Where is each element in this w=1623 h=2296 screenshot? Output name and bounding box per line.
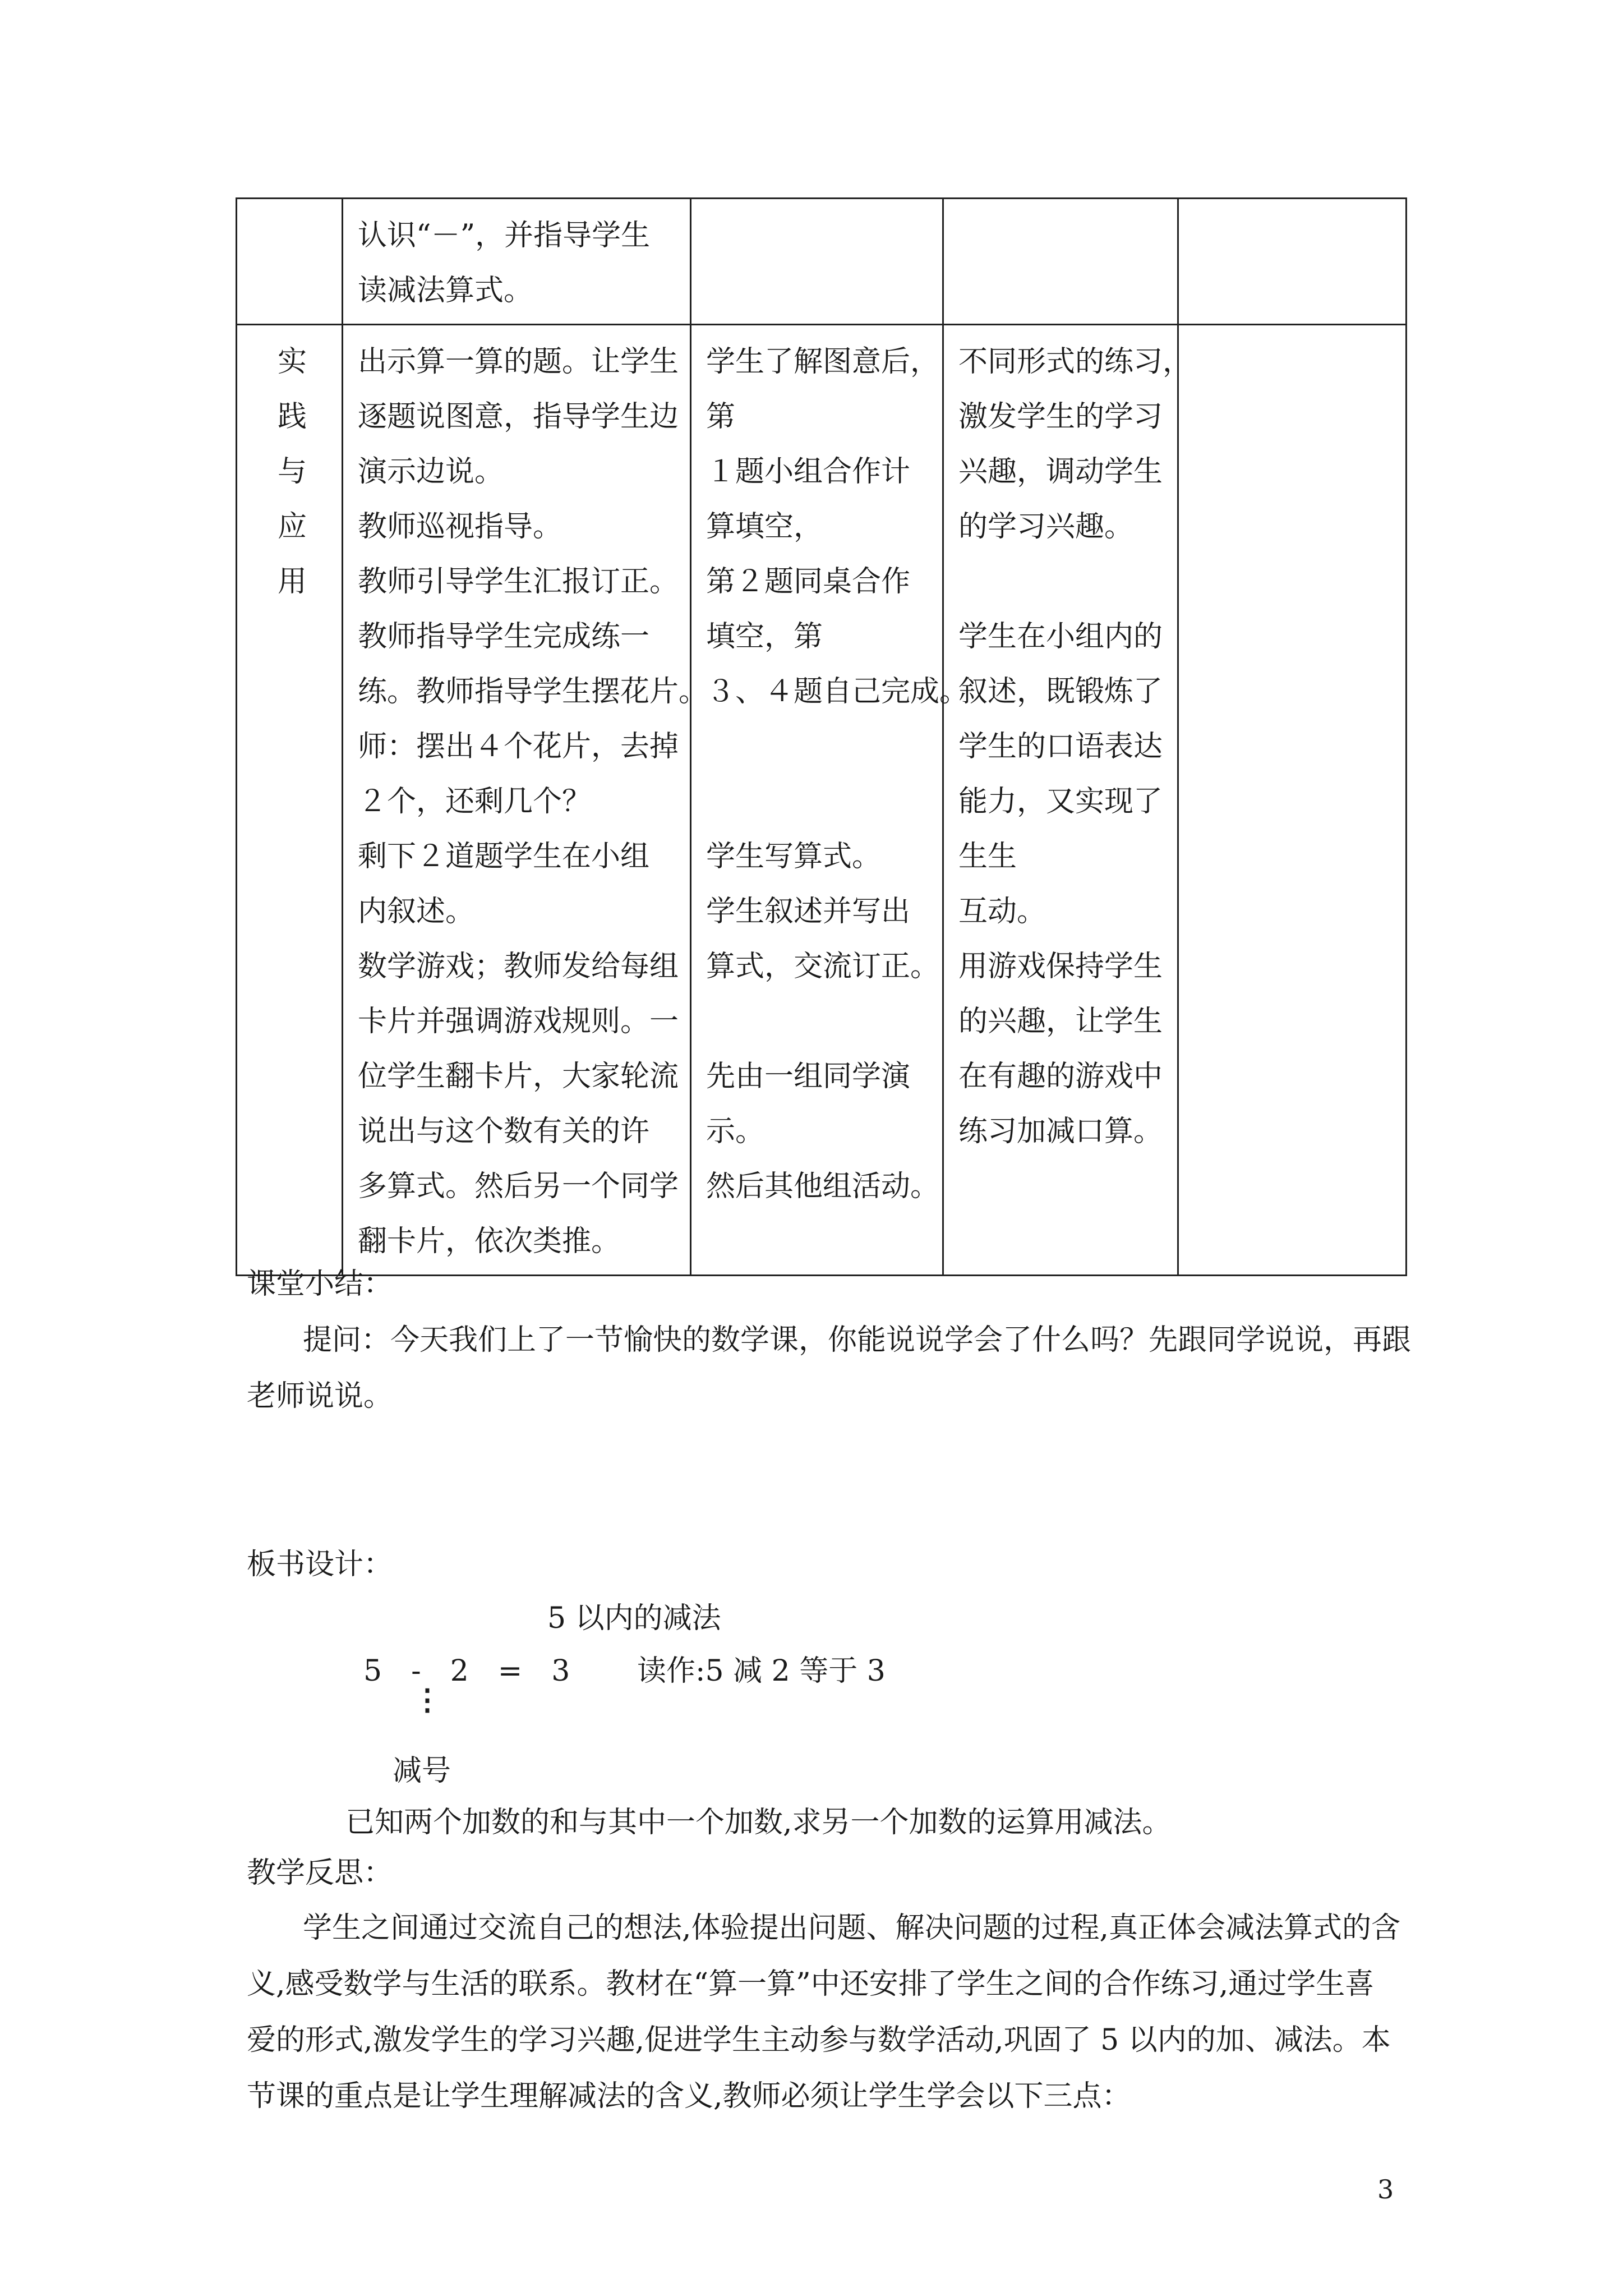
cell-line: 能力，又实现了 [958,785,1163,818]
cell-line: 算式，交流订正。 [706,950,940,983]
cell-line: 的学习兴趣。 [958,510,1134,544]
stage-cell [237,199,343,325]
cell-line: ３、４题自己完成。 [706,675,969,708]
cell-line: 认识“－”，并指导学生 [358,219,651,252]
cell-line: 学生叙述并写出 [706,895,911,928]
stage-cell [237,325,343,1276]
cell-line: 学生在小组内的 [958,620,1163,654]
board-equation: 5 - 2 = 3 [363,1654,570,1688]
board-heading: 板书设计： [247,1548,393,1581]
cell-line: 学生了解图意后， [706,345,940,379]
reflection-heading: 教学反思： [247,1856,393,1890]
cell-line: 第２题同桌合作 [706,565,911,599]
teacher-activity-cell [343,325,708,1276]
design-intent-cell [943,325,1192,1276]
cell-line: 算填空， [706,510,823,544]
cell-line: 出示算一算的题。让学生 [358,345,679,379]
board-title: 5 以内的减法 [547,1602,721,1635]
cell-line: 激发学生的学习 [958,400,1163,434]
cell-line: 读减法算式。 [358,274,533,307]
reflection-line: 学生之间通过交流自己的想法,体验提出问题、解决问题的过程,真正体会减法算式的含 [303,1911,1401,1945]
cell-line: 用游戏保持学生 [958,950,1163,983]
cell-line: １题小组合作计 [706,455,911,489]
cell-line: 叙述，既锻炼了 [958,675,1163,708]
lesson-plan-table [236,197,1407,1276]
table-row [237,325,1407,1276]
cell-line: 演示边说。 [358,455,504,489]
cell-line: 说出与这个数有关的许 [358,1115,650,1148]
cell-line: 逐题说图意，指导学生边 [358,400,679,434]
stage-char: 用 [277,565,307,599]
summary-heading: 课堂小结： [247,1267,393,1301]
cell-line: 教师巡视指导。 [358,510,562,544]
cell-line: 不同形式的练习， [958,345,1192,379]
student-activity-cell [691,325,969,1276]
cell-line: 卡片并强调游戏规则。一 [358,1005,679,1038]
cell-line: 教师引导学生汇报订正。 [358,565,679,599]
cell-line: 示。 [706,1115,765,1148]
reflection-line: 爱的形式,激发学生的学习兴趣,促进学生主动参与数学活动,巩固了 5 以内的加、减法。本 [247,2023,1391,2057]
board-rule: 已知两个加数的和与其中一个加数,求另一个加数的运算用减法。 [345,1806,1172,1839]
teacher-activity-cell [343,199,691,325]
blank-line [706,774,933,829]
cell-line: 多算式。然后另一个同学 [358,1170,679,1203]
summary-line: 提问：今天我们上了一节愉快的数学课，你能说说学会了什么吗？先跟同学说说，再跟 [303,1323,1412,1357]
cell-line: 填空，第 [706,620,823,654]
stage-char: 践 [277,400,307,434]
cell-line: 剩下２道题学生在小组 [358,840,650,873]
cell-line: 在有趣的游戏中 [958,1060,1163,1093]
cell-line: 学生的口语表达 [958,730,1163,763]
cell-line: 第 [706,400,736,434]
reflection-line: 义,感受数学与生活的联系。教材在“算一算”中还安排了学生之间的合作练习,通过学生喜 [247,1967,1375,2001]
cell-line: 师：摆出４个花片，去掉 [358,730,679,763]
page-number: 3 [1377,2174,1394,2205]
blank-line [706,994,933,1049]
extra-cell [1178,325,1407,1276]
cell-line: 翻卡片，依次类推。 [358,1225,621,1258]
table-row [237,199,1407,325]
cell-line: 互动。 [958,895,1046,928]
cell-line: 位学生翻卡片，大家轮流 [358,1060,679,1093]
cell-line: 内叙述。 [358,895,475,928]
cell-line: 练习加减口算。 [958,1115,1163,1148]
pointer-dots-icon: ⋮ [413,1683,442,1717]
stage-char: 应 [277,510,307,544]
cell-line: 数学游戏；教师发给每组 [358,950,679,983]
stage-char: 与 [277,455,307,489]
blank-line [706,719,933,774]
reflection-line: 节课的重点是让学生理解减法的含义,教师必须让学生学会以下三点： [247,2079,1131,2113]
minus-sign-label: 减号 [393,1754,451,1788]
student-activity-cell [691,199,943,325]
cell-line: ２个，还剩几个？ [358,785,592,818]
design-intent-cell [943,199,1178,325]
cell-line: 然后其他组活动。 [706,1170,940,1203]
extra-cell [1178,199,1407,325]
board-reading: 读作:5 减 2 等于 3 [637,1654,886,1688]
cell-line: 教师指导学生完成练一 [358,620,650,654]
summary-line: 老师说说。 [247,1379,393,1413]
cell-line: 兴趣，调动学生 [958,455,1163,489]
stage-char: 实 [277,345,307,379]
cell-line: 先由一组同学演 [706,1060,911,1093]
cell-line: 练。教师指导学生摆花片。 [358,675,708,708]
cell-line: 学生写算式。 [706,840,882,873]
cell-line: 的兴趣，让学生 [958,1005,1163,1038]
blank-line [958,554,1168,609]
cell-line: 生生 [958,840,1017,873]
